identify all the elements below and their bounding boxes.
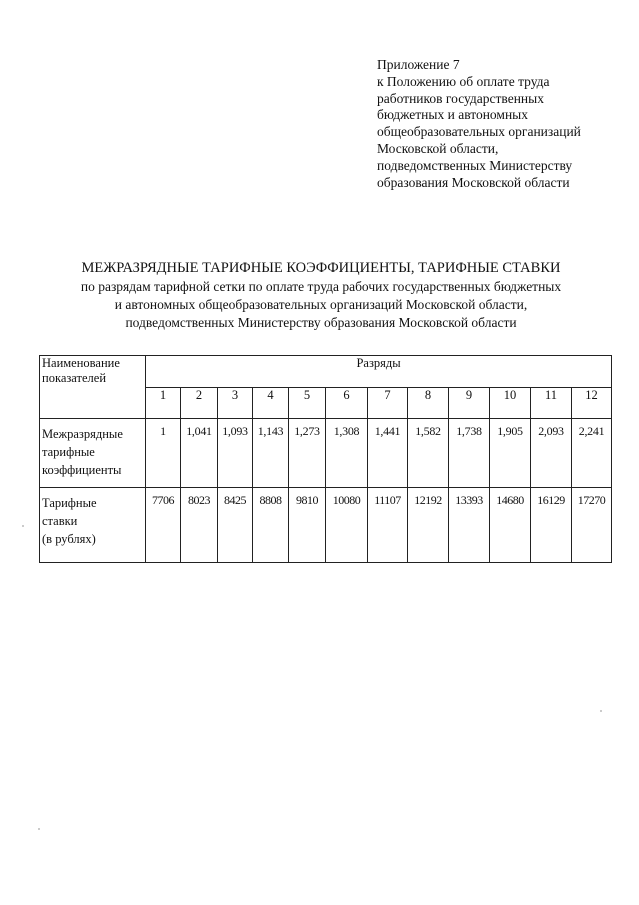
coefficient-cell: 1,905 [490, 419, 531, 488]
scan-speck [22, 525, 24, 527]
coefficient-cell: 1,093 [218, 419, 253, 488]
grade-number-cell: 5 [289, 388, 326, 419]
appendix-line: к Положению об оплате труда [377, 73, 550, 89]
rate-cell: 13393 [449, 488, 490, 563]
coefficient-cell: 2,093 [531, 419, 572, 488]
rate-cell: 7706 [146, 488, 181, 563]
table-row [40, 419, 612, 488]
grade-number-cell: 11 [531, 388, 572, 419]
grades-header-cell: Разряды [146, 356, 612, 388]
header-label-cell: Наименование показателей [40, 356, 146, 419]
rate-cell: 12192 [408, 488, 449, 563]
appendix-line: Приложение 7 [377, 57, 460, 72]
grade-number-cell: 2 [181, 388, 218, 419]
appendix-note [377, 57, 627, 191]
appendix-line: Московской области, [377, 140, 499, 156]
row-label-line: (в рублях) [42, 532, 96, 546]
row-label-line: Тарифные [42, 496, 97, 510]
rate-cell: 16129 [531, 488, 572, 563]
coefficient-cell: 1 [146, 419, 181, 488]
rate-cell: 10080 [326, 488, 368, 563]
rate-cell: 8425 [218, 488, 253, 563]
rate-cell: 9810 [289, 488, 326, 563]
coefficient-cell: 1,041 [181, 419, 218, 488]
grade-number-cell: 9 [449, 388, 490, 419]
row-label-rates [40, 488, 146, 563]
grade-number-cell: 1 [146, 388, 181, 419]
rate-cell: 8808 [253, 488, 289, 563]
heading-subtitle-line: по разрядам тарифной сетки по оплате труда рабочих государственных бюджетных [80, 279, 562, 294]
table-row [40, 488, 612, 563]
appendix-line: общеобразовательных организаций [377, 124, 581, 140]
appendix-line: подведомственных Министерству [377, 157, 573, 173]
rate-cell: 14680 [490, 488, 531, 563]
grade-number-cell: 4 [253, 388, 289, 419]
coefficient-cell: 1,308 [326, 419, 368, 488]
coefficient-cell: 1,582 [408, 419, 449, 488]
document-heading [40, 258, 602, 332]
rate-cell: 17270 [572, 488, 612, 563]
heading-title: МЕЖРАЗРЯДНЫЕ ТАРИФНЫЕ КОЭФФИЦИЕНТЫ, ТАРИФНЫЕ СТАВКИ [81, 260, 561, 276]
table-header-row [40, 356, 612, 388]
coefficient-cell: 1,273 [289, 419, 326, 488]
heading-subtitle-line: подведомственных Министерству образования Московской области [125, 315, 517, 330]
coefficient-cell: 1,143 [253, 419, 289, 488]
row-label-line: ставки [42, 514, 78, 528]
grade-number-cell: 7 [368, 388, 408, 419]
coefficient-cell: 2,241 [572, 419, 612, 488]
grade-number-cell: 3 [218, 388, 253, 419]
row-label-coefficients: Межразрядные тарифные коэффициенты [40, 419, 146, 488]
coefficient-cell: 1,738 [449, 419, 490, 488]
appendix-line: работников государственных [377, 90, 544, 106]
tariff-table [39, 355, 612, 563]
rate-cell: 11107 [368, 488, 408, 563]
grade-number-cell: 12 [572, 388, 612, 419]
grade-number-cell: 10 [490, 388, 531, 419]
coefficient-cell: 1,441 [368, 419, 408, 488]
heading-subtitle-line: и автономных общеобразовательных организаций Московской области, [114, 297, 528, 312]
appendix-line: образования Московской области [377, 174, 570, 190]
scan-speck [600, 710, 602, 712]
grade-number-cell: 6 [326, 388, 368, 419]
rate-cell: 8023 [181, 488, 218, 563]
appendix-line: бюджетных и автономных [377, 107, 529, 123]
scan-speck [38, 828, 40, 830]
grade-number-cell: 8 [408, 388, 449, 419]
